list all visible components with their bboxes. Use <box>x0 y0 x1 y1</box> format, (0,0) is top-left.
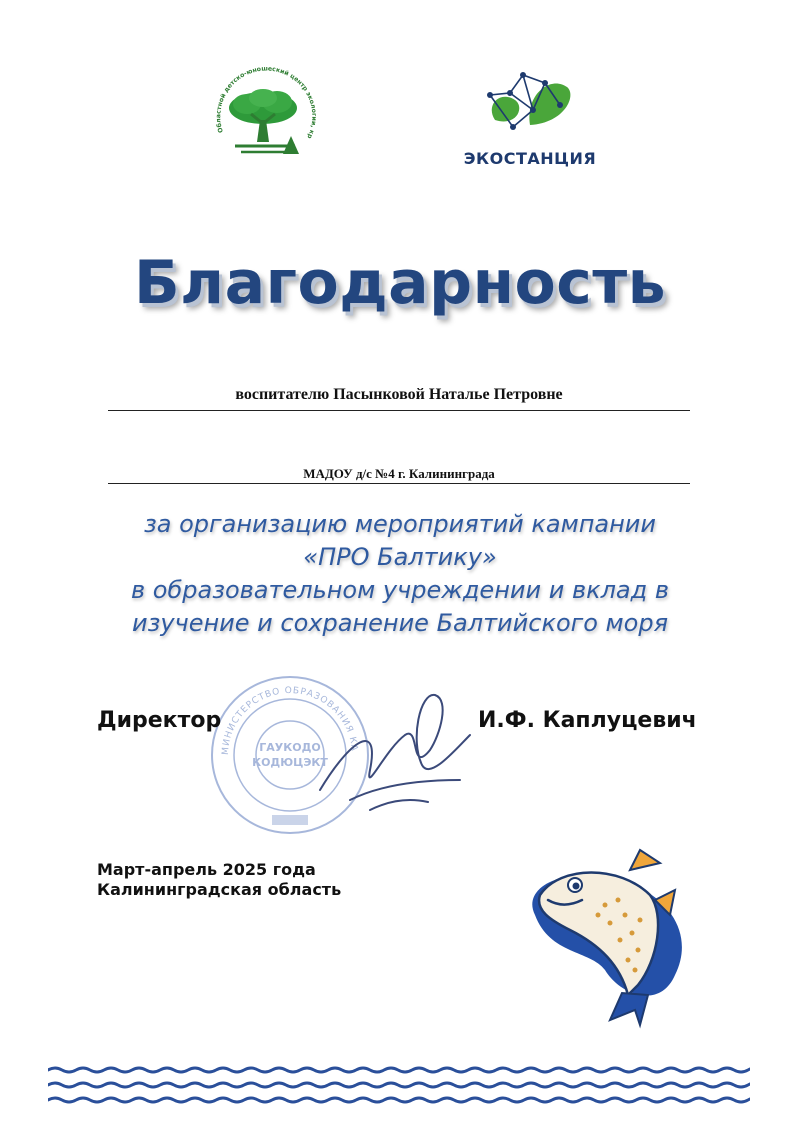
recipient-name: воспитателю Пасынковой Наталье Петровне <box>235 386 563 403</box>
signatory-title: Директор <box>97 708 222 733</box>
recipient-underline <box>108 410 690 411</box>
signatory-name: И.Ф. Каплуцевич <box>478 708 697 733</box>
waves-icon <box>48 1060 750 1110</box>
reason-line: «ПРО Балтику» <box>303 543 497 571</box>
center-logo-text: Областной детско-юношеский центр экологии, кр <box>215 65 318 140</box>
eco-prefix: ЭКО <box>463 149 504 168</box>
stamp-outer-text: МИНИСТЕРСТВО ОБРАЗОВАНИЯ КА <box>220 685 359 756</box>
eco-station-wordmark <box>455 149 605 168</box>
reason-line: изучение и сохранение Балтийского моря <box>131 609 669 637</box>
stamp-center-line1: ГАУКОДО <box>259 741 321 754</box>
stamp-center-line2: КОДЮЦЭКТ <box>252 756 328 769</box>
tree-logo-icon <box>205 62 325 174</box>
eco-station-logo <box>455 65 605 175</box>
signature-icon <box>310 680 480 830</box>
date-text: Март-апрель 2025 года <box>97 860 316 879</box>
signature <box>310 680 480 830</box>
fish-mascot <box>510 845 705 1030</box>
organization-underline <box>108 483 690 484</box>
organization-name: МАДОУ д/с №4 г. Калининграда <box>303 466 495 481</box>
eco-station-icon <box>455 65 605 145</box>
reason-text <box>60 508 740 640</box>
region-text: Калининградская область <box>97 880 342 899</box>
reason-line: за организацию мероприятий кампании <box>143 510 656 538</box>
wave-decoration <box>48 1060 750 1110</box>
certificate-title: Благодарность <box>133 248 667 318</box>
reason-line: в образовательном учреждении и вклад в <box>131 576 669 604</box>
fish-icon <box>510 845 705 1030</box>
eco-suffix: СТАНЦИЯ <box>503 149 597 168</box>
center-logo <box>205 62 325 174</box>
